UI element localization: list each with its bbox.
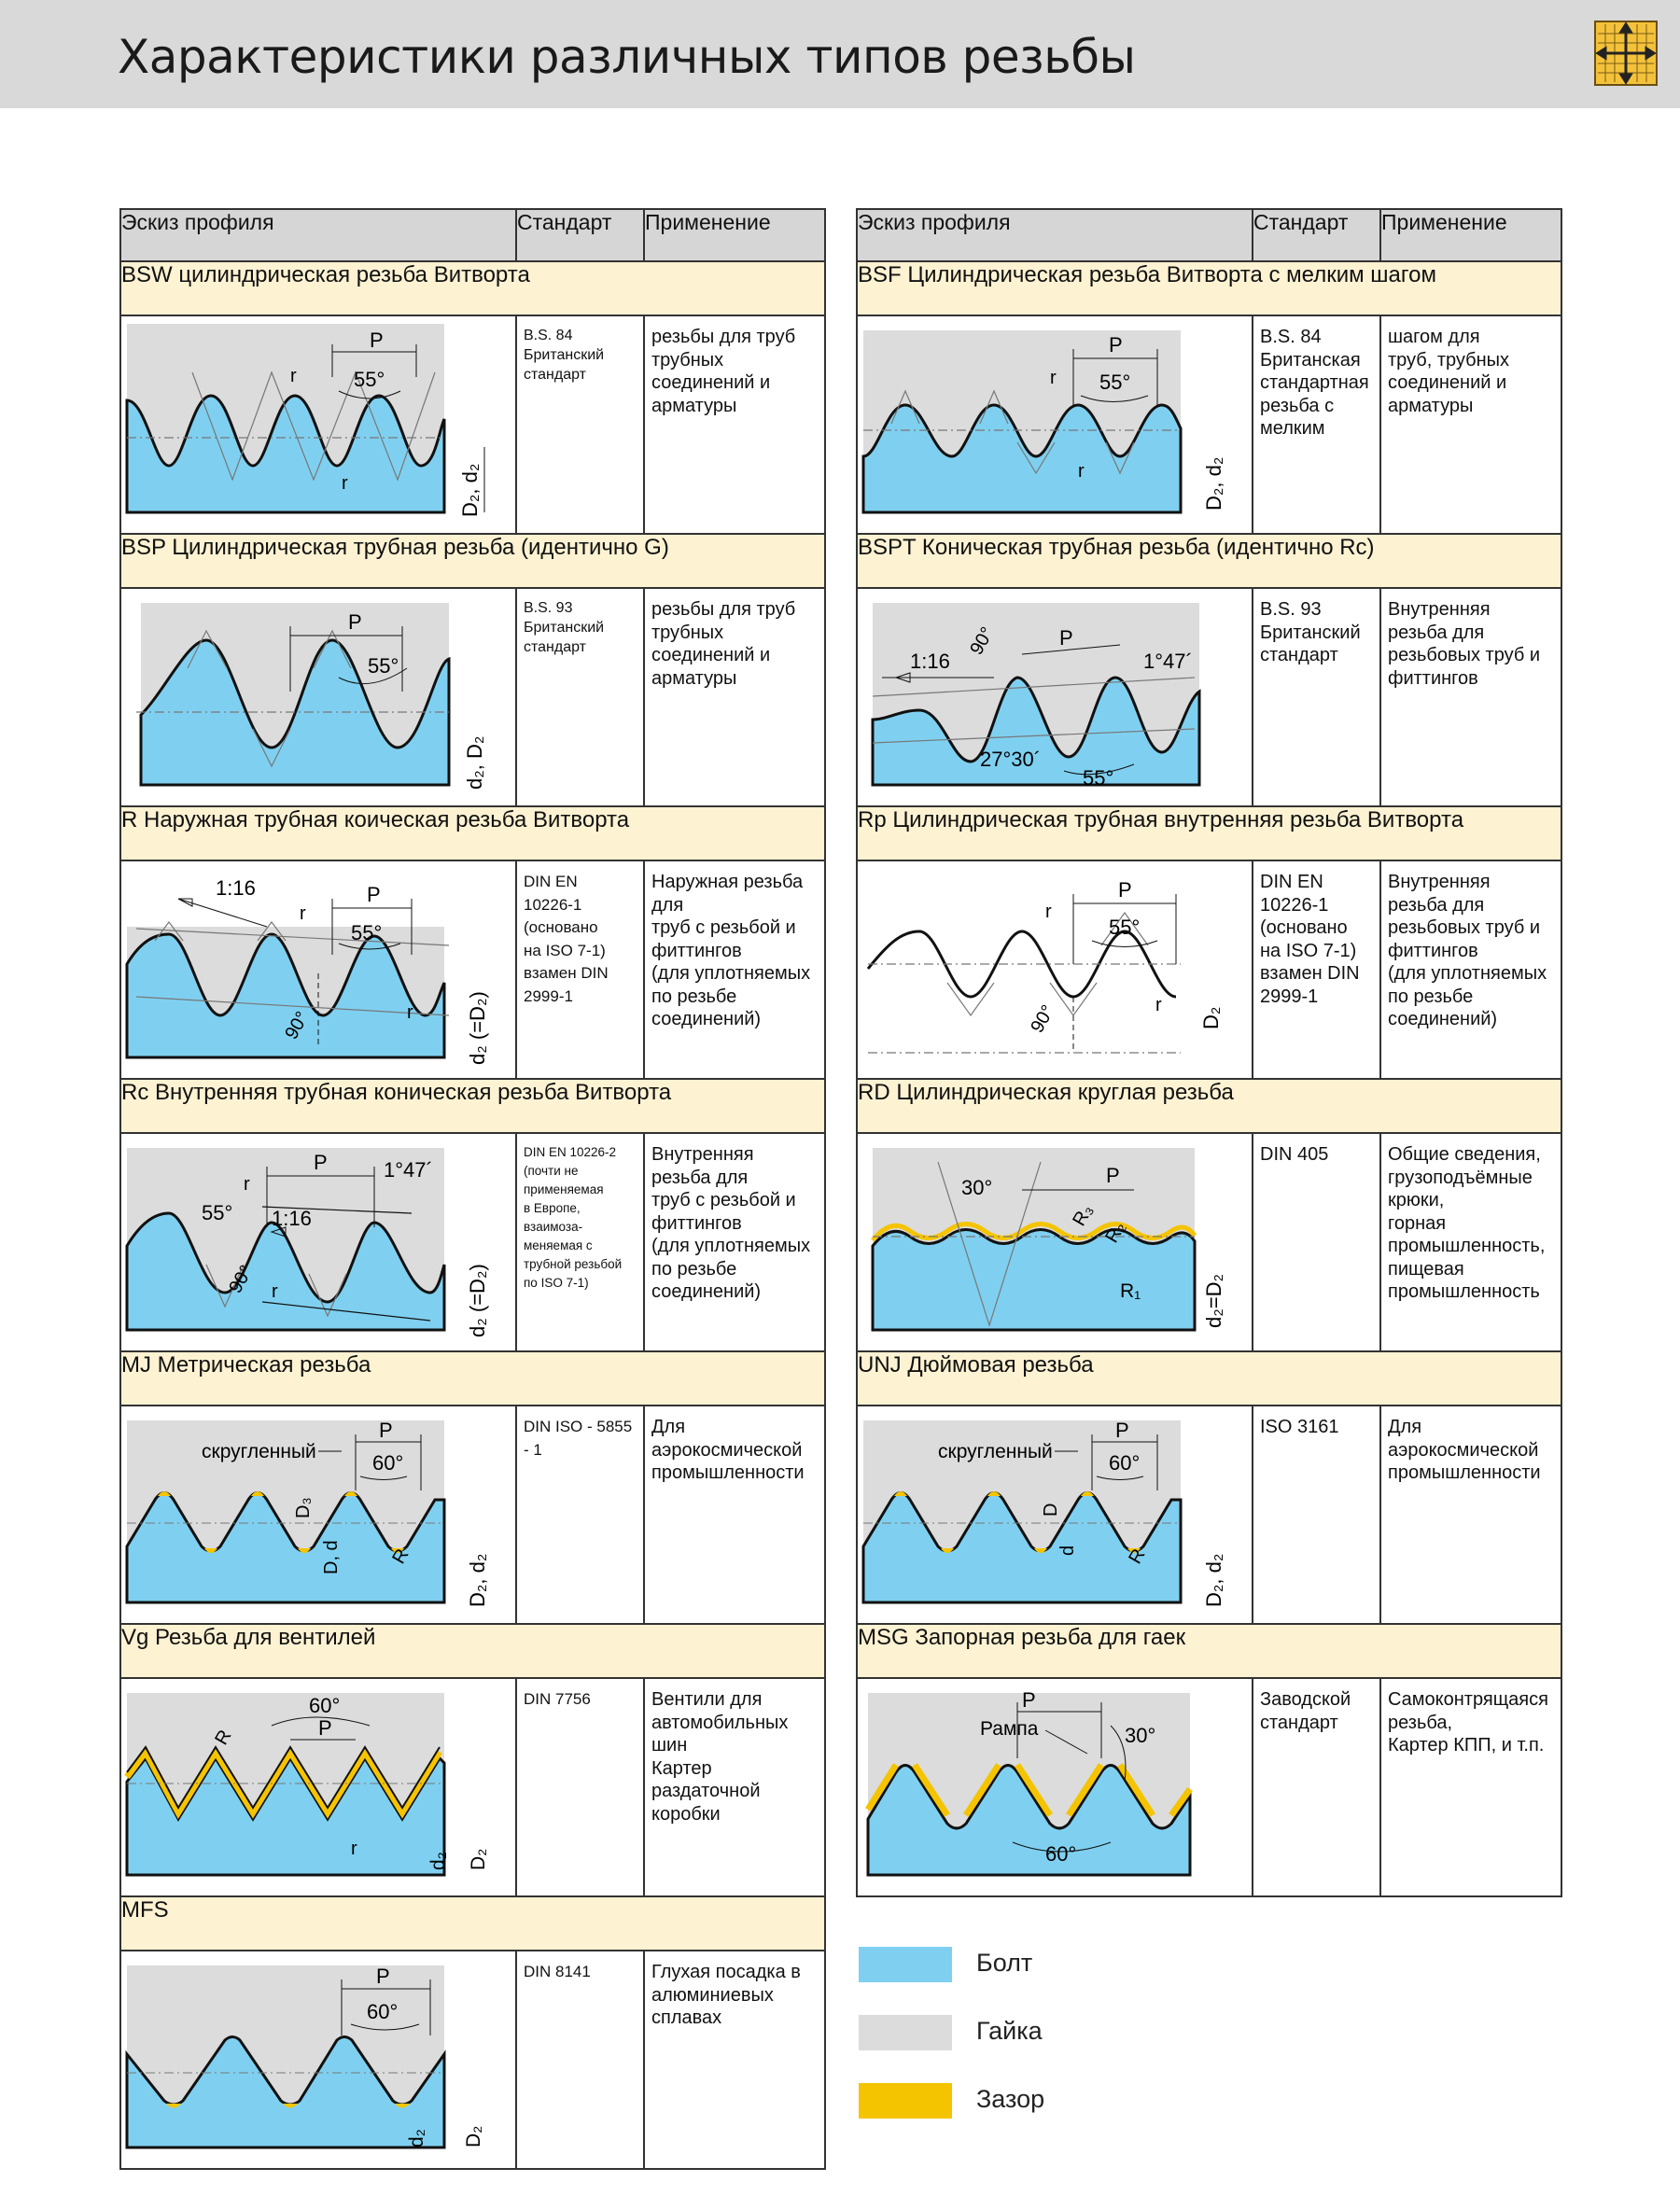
thread-row — [120, 1133, 825, 1351]
label-right-angle: 90° — [1027, 1001, 1059, 1037]
label-axis: d₂=D₂ — [1202, 1273, 1225, 1328]
thread-title: MSG Запорная резьба для гаек — [857, 1624, 1561, 1678]
label-angle: 60° — [1109, 1451, 1141, 1475]
column-header-profile: Эскиз профиля — [120, 209, 516, 261]
label-r-bottom: r — [1155, 995, 1162, 1015]
legend-swatch-gap — [859, 2083, 952, 2119]
profile-sketch-bspt — [858, 589, 1252, 802]
label-d2: d₂ — [427, 1852, 449, 1870]
standard-cell: DIN ISO - 5855 - 1 — [516, 1406, 644, 1624]
application-cell: Внутренняя резьба для труб с резьбой и фиттингов (для уплотняемых по резьбе соединений) — [644, 1133, 825, 1351]
application-cell: резьбы для труб трубных соединений и арматуры — [644, 315, 825, 534]
thread-title: Rp Цилиндрическая трубная внутренняя резьба Витворта — [857, 806, 1561, 860]
label-r-top: r — [1050, 368, 1057, 388]
label-r-bottom: r — [1078, 461, 1085, 482]
profile-sketch-vg — [121, 1679, 515, 1892]
label-r-bottom: r — [342, 473, 348, 494]
label-p: P — [376, 1965, 390, 1988]
thread-title: MJ Метрическая резьба — [120, 1351, 825, 1406]
profile-sketch-rp — [858, 861, 1252, 1074]
application-cell: Для аэрокосмической промышленности — [644, 1406, 825, 1624]
thread-title: UNJ Дюймовая резьба — [857, 1351, 1561, 1406]
thread-title: BSPT Коническая трубная резьба (идентично Rc) — [857, 534, 1561, 588]
label-r-top: R — [211, 1726, 236, 1749]
standard-cell: Заводской стандарт — [1253, 1678, 1380, 1896]
table-header-row — [857, 209, 1561, 261]
profile-sketch-rd — [858, 1134, 1252, 1347]
column-header-standard: Стандарт — [1253, 209, 1380, 261]
label-p: P — [370, 329, 384, 352]
label-right-angle: 90° — [966, 623, 999, 659]
thread-title: Vg Резьба для вентилей — [120, 1624, 825, 1678]
profile-sketch-msg — [858, 1679, 1252, 1892]
thread-title: MFS — [120, 1896, 825, 1951]
profile-sketch-unj — [858, 1406, 1252, 1619]
thread-row — [120, 1951, 825, 2169]
thread-title: BSW цилиндрическая резьба Витворта — [120, 261, 825, 315]
label-r-top: r — [1045, 902, 1052, 922]
label-angle: 60° — [367, 2000, 399, 2023]
legend-label-bolt: Болт — [976, 1949, 1033, 1977]
standard-cell: DIN 405 — [1253, 1133, 1380, 1351]
profile-sketch-bsp — [121, 589, 515, 802]
standard-cell: DIN EN 10226-1 (основано на ISO 7-1) взамен DIN 2999-1 — [1253, 860, 1380, 1079]
label-axis: D₂, d₂ — [1202, 456, 1225, 511]
profile-sketch-rc — [121, 1134, 515, 1347]
label-r3: R₃ — [1069, 1200, 1098, 1230]
application-cell: резьбы для труб трубных соединений и арматуры — [644, 588, 825, 806]
thread-row — [857, 1133, 1561, 1351]
label-right-angle: 90° — [281, 1008, 314, 1043]
label-axis: d₂ (=D₂) — [466, 1264, 489, 1337]
label-taper: 1:16 — [272, 1207, 312, 1230]
profile-sketch-mfs — [121, 1951, 515, 2164]
label-angle: 55° — [354, 368, 385, 391]
standard-cell: ISO 3161 — [1253, 1406, 1380, 1624]
label-p: P — [367, 883, 381, 906]
label-d3: D₃ — [293, 1497, 314, 1518]
application-cell: Общие сведения, грузоподъёмные крюки, горная промышленность, пищевая промышленность — [1380, 1133, 1561, 1351]
label-D2: D₂ — [463, 2125, 484, 2147]
thread-table-left — [119, 208, 826, 2170]
application-cell: Внутренняя резьба для резьбовых труб и фиттингов — [1380, 588, 1561, 806]
column-header-profile: Эскиз профиля — [857, 209, 1253, 261]
label-right-angle: 90° — [225, 1262, 258, 1297]
label-p: P — [348, 610, 362, 634]
label-r1: R₁ — [1120, 1280, 1141, 1302]
thread-row — [120, 315, 825, 534]
label-p: P — [1059, 626, 1073, 650]
label-p: P — [1115, 1419, 1129, 1442]
legend-swatch-bolt — [859, 1947, 952, 1982]
application-cell: Глухая посадка в алюминиевых сплавах — [644, 1951, 825, 2169]
profile-sketch-r — [121, 861, 515, 1074]
standard-cell: DIN 8141 — [516, 1951, 644, 2169]
label-r-top: r — [244, 1174, 250, 1195]
application-cell: шагом для труб, трубных соединений и арматуры — [1380, 315, 1561, 534]
thread-row — [120, 1678, 825, 1896]
label-taper-angle: 1°47´ — [384, 1158, 433, 1182]
label-angle: 30° — [961, 1176, 993, 1199]
standard-cell: DIN 7756 — [516, 1678, 644, 1896]
application-cell: Для аэрокосмической промышленности — [1380, 1406, 1561, 1624]
label-angle: 55° — [368, 654, 399, 678]
label-angle: 55° — [351, 921, 383, 944]
label-angle: 60° — [309, 1694, 341, 1717]
label-axis: d₂ (=D₂) — [466, 991, 489, 1065]
label-p: P — [1106, 1164, 1120, 1187]
label-r-top: r — [290, 366, 297, 386]
thread-gauge-logo-icon — [1594, 21, 1658, 86]
label-D2: D₂ — [468, 1848, 489, 1870]
label-taper: 1:16 — [910, 650, 950, 673]
legend-label-gap: Зазор — [976, 2085, 1045, 2113]
column-header-application: Применение — [1380, 209, 1561, 261]
label-p: P — [1118, 878, 1132, 902]
standard-cell: B.S. 93 Британский стандарт — [1253, 588, 1380, 806]
label-axis: D₂, d₂ — [466, 1553, 489, 1607]
label-r-bottom: r — [351, 1839, 357, 1859]
label-angle: 60° — [372, 1451, 404, 1475]
label-axis: D₂ — [1199, 1006, 1223, 1029]
thread-title: Rc Внутренняя трубная коническая резьба Витворта — [120, 1079, 825, 1133]
standard-cell: B.S. 84 Британский стандарт — [516, 315, 644, 534]
label-p: P — [379, 1419, 393, 1442]
standard-cell: B.S. 93 Британский стандарт — [516, 588, 644, 806]
thread-row — [857, 860, 1561, 1079]
thread-row — [120, 860, 825, 1079]
profile-sketch-mj — [121, 1406, 515, 1619]
label-angle-60: 60° — [1045, 1842, 1077, 1866]
standard-cell: DIN EN 10226-2 (почти не применяемая в Европе, взаимоза- меняемая с трубной резьбой по ISO 7-1) — [516, 1133, 644, 1351]
thread-row — [857, 1678, 1561, 1896]
thread-title: BSF Цилиндрическая резьба Витворта с мелким шагом — [857, 261, 1561, 315]
label-r: R — [388, 1545, 413, 1568]
label-angle: 55° — [202, 1201, 233, 1224]
page-header — [0, 0, 1680, 108]
label-taper-angle: 1°47´ — [1143, 650, 1193, 673]
label-D: D — [1041, 1503, 1061, 1517]
label-p: P — [314, 1151, 328, 1174]
thread-title: BSP Цилиндрическая трубная резьба (идентично G) — [120, 534, 825, 588]
label-taper: 1:16 — [216, 876, 256, 900]
standard-cell: DIN EN 10226-1 (основано на ISO 7-1) взамен DIN 2999-1 — [516, 860, 644, 1079]
legend-label-nut: Гайка — [976, 2017, 1043, 2045]
column-header-application: Применение — [644, 209, 825, 261]
label-r-bottom: r — [272, 1281, 278, 1302]
label-ramp: Рампа — [980, 1718, 1039, 1740]
label-d2: d₂ — [406, 2129, 427, 2147]
label-dd: D, d — [321, 1540, 342, 1574]
application-cell: Вентили для автомобильных шин Картер раздаточной коробки — [644, 1678, 825, 1896]
thread-row — [857, 315, 1561, 534]
legend-swatch-nut — [859, 2015, 952, 2050]
label-rounded: скругленный — [938, 1441, 1053, 1462]
label-axis: D₂, d₂ — [1202, 1553, 1225, 1607]
label-r-bottom: r — [407, 1002, 413, 1023]
label-half-angle: 27°30´ — [980, 748, 1042, 771]
thread-row — [120, 588, 825, 806]
label-angle: 55° — [1109, 916, 1141, 939]
application-cell: Самоконтрящаяся резьба, Картер КПП, и т.п. — [1380, 1678, 1561, 1896]
label-angle: 55° — [1083, 766, 1114, 790]
label-p: P — [1109, 333, 1123, 357]
label-r-top: r — [300, 903, 306, 924]
thread-table-right — [856, 208, 1562, 1897]
profile-sketch-bsf — [858, 316, 1252, 529]
label-p: P — [318, 1716, 332, 1740]
label-axis: D₂, d₂ — [458, 463, 482, 517]
label-axis: d₂, D₂ — [463, 735, 486, 790]
profile-sketch-bsw — [121, 316, 515, 529]
thread-row — [120, 1406, 825, 1624]
label-r: R — [1125, 1545, 1150, 1568]
label-p: P — [1022, 1688, 1036, 1712]
thread-title: R Наружная трубная коическая резьба Витворта — [120, 806, 825, 860]
label-angle-30: 30° — [1125, 1724, 1156, 1747]
thread-row — [857, 588, 1561, 806]
label-d: d — [1057, 1545, 1078, 1556]
application-cell: Наружная резьба для труб с резьбой и фиттингов (для уплотняемых по резьбе соединений) — [644, 860, 825, 1079]
label-r2: R₂ — [1101, 1218, 1130, 1247]
thread-title: RD Цилиндрическая круглая резьба — [857, 1079, 1561, 1133]
table-header-row — [120, 209, 825, 261]
label-angle: 55° — [1099, 371, 1131, 394]
label-rounded: скругленный — [202, 1441, 316, 1462]
standard-cell: B.S. 84 Британская стандартная резьба с мелким — [1253, 315, 1380, 534]
page-title: Характеристики различных типов резьбы — [118, 30, 1136, 84]
column-header-standard: Стандарт — [516, 209, 644, 261]
application-cell: Внутренняя резьба для резьбовых труб и фиттингов (для уплотняемых по резьбе соединений) — [1380, 860, 1561, 1079]
thread-row — [857, 1406, 1561, 1624]
